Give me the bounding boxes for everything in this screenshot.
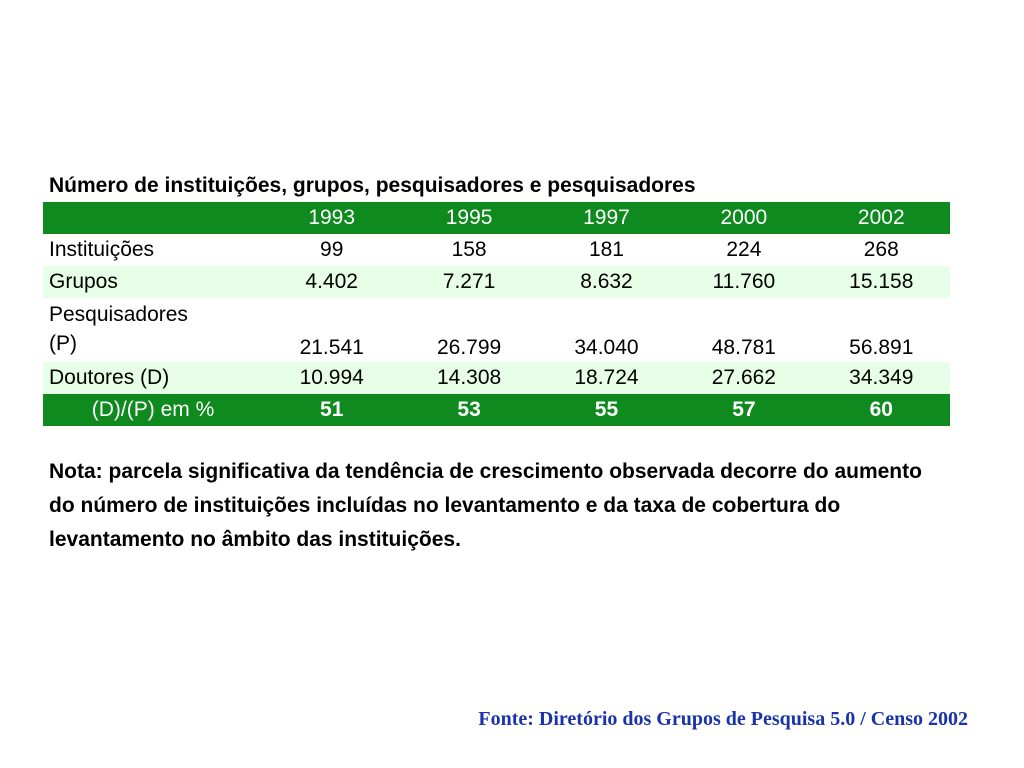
table-cell: 15.158 — [813, 266, 950, 298]
row-label: Doutores (D) — [43, 362, 263, 394]
table-cell: 14.308 — [400, 362, 537, 394]
table-cell: 48.781 — [711, 336, 776, 359]
table-cell: 18.724 — [538, 362, 675, 394]
table-cell: 51 — [263, 394, 400, 426]
table-row-ratio — [43, 394, 950, 426]
table-cell: 57 — [675, 394, 812, 426]
table-cell: 181 — [588, 238, 624, 261]
table-row-instituicoes — [43, 234, 950, 266]
note-text: Nota: parcela significativa da tendência de crescimento observada decorre do aumento do número de instituições incluídas no levantamento e da taxa de cobertura do levantamento no âmbito das instituições. — [49, 460, 922, 551]
table-cell: 34.040 — [574, 336, 639, 359]
header-label-cell — [43, 202, 263, 234]
table-cell: 10.994 — [263, 362, 400, 394]
table-row-grupos — [43, 266, 950, 298]
row-label: Instituições — [49, 238, 155, 261]
row-label-line: Pesquisadores — [49, 303, 188, 326]
header-year-1995: 1995 — [400, 202, 537, 234]
table-cell: 158 — [451, 238, 487, 261]
header-year-2000: 2000 — [675, 202, 812, 234]
header-year-1993: 1993 — [263, 202, 400, 234]
table-cell: 7.271 — [400, 266, 537, 298]
source-citation: Fonte: Diretório dos Grupos de Pesquisa 5.0 / Censo 2002 — [478, 708, 968, 730]
table-cell: 21.541 — [299, 336, 364, 359]
data-table — [43, 202, 950, 426]
table-header-row — [43, 202, 950, 234]
table-cell: 60 — [813, 394, 950, 426]
table-cell: 268 — [863, 238, 899, 261]
table-cell: 53 — [400, 394, 537, 426]
table-row-pesquisadores — [43, 298, 950, 362]
table-cell: 11.760 — [675, 266, 812, 298]
table-cell: 4.402 — [263, 266, 400, 298]
header-year-2002: 2002 — [813, 202, 950, 234]
row-label: Grupos — [43, 266, 263, 298]
table-cell: 27.662 — [675, 362, 812, 394]
table-cell: 99 — [320, 238, 344, 261]
table-title: Número de instituições, grupos, pesquisadores e pesquisadores — [49, 174, 696, 197]
header-year-1997: 1997 — [538, 202, 675, 234]
table-cell: 26.799 — [436, 336, 502, 359]
table-cell: 34.349 — [813, 362, 950, 394]
row-label: (D)/(P) em % — [43, 394, 263, 426]
table-cell: 55 — [538, 394, 675, 426]
row-label — [43, 298, 263, 362]
table-cell: 224 — [726, 238, 762, 261]
table-row-doutores — [43, 362, 950, 394]
table-cell: 8.632 — [538, 266, 675, 298]
table-cell: 56.891 — [849, 336, 914, 359]
row-label-line: (P) — [49, 332, 77, 355]
